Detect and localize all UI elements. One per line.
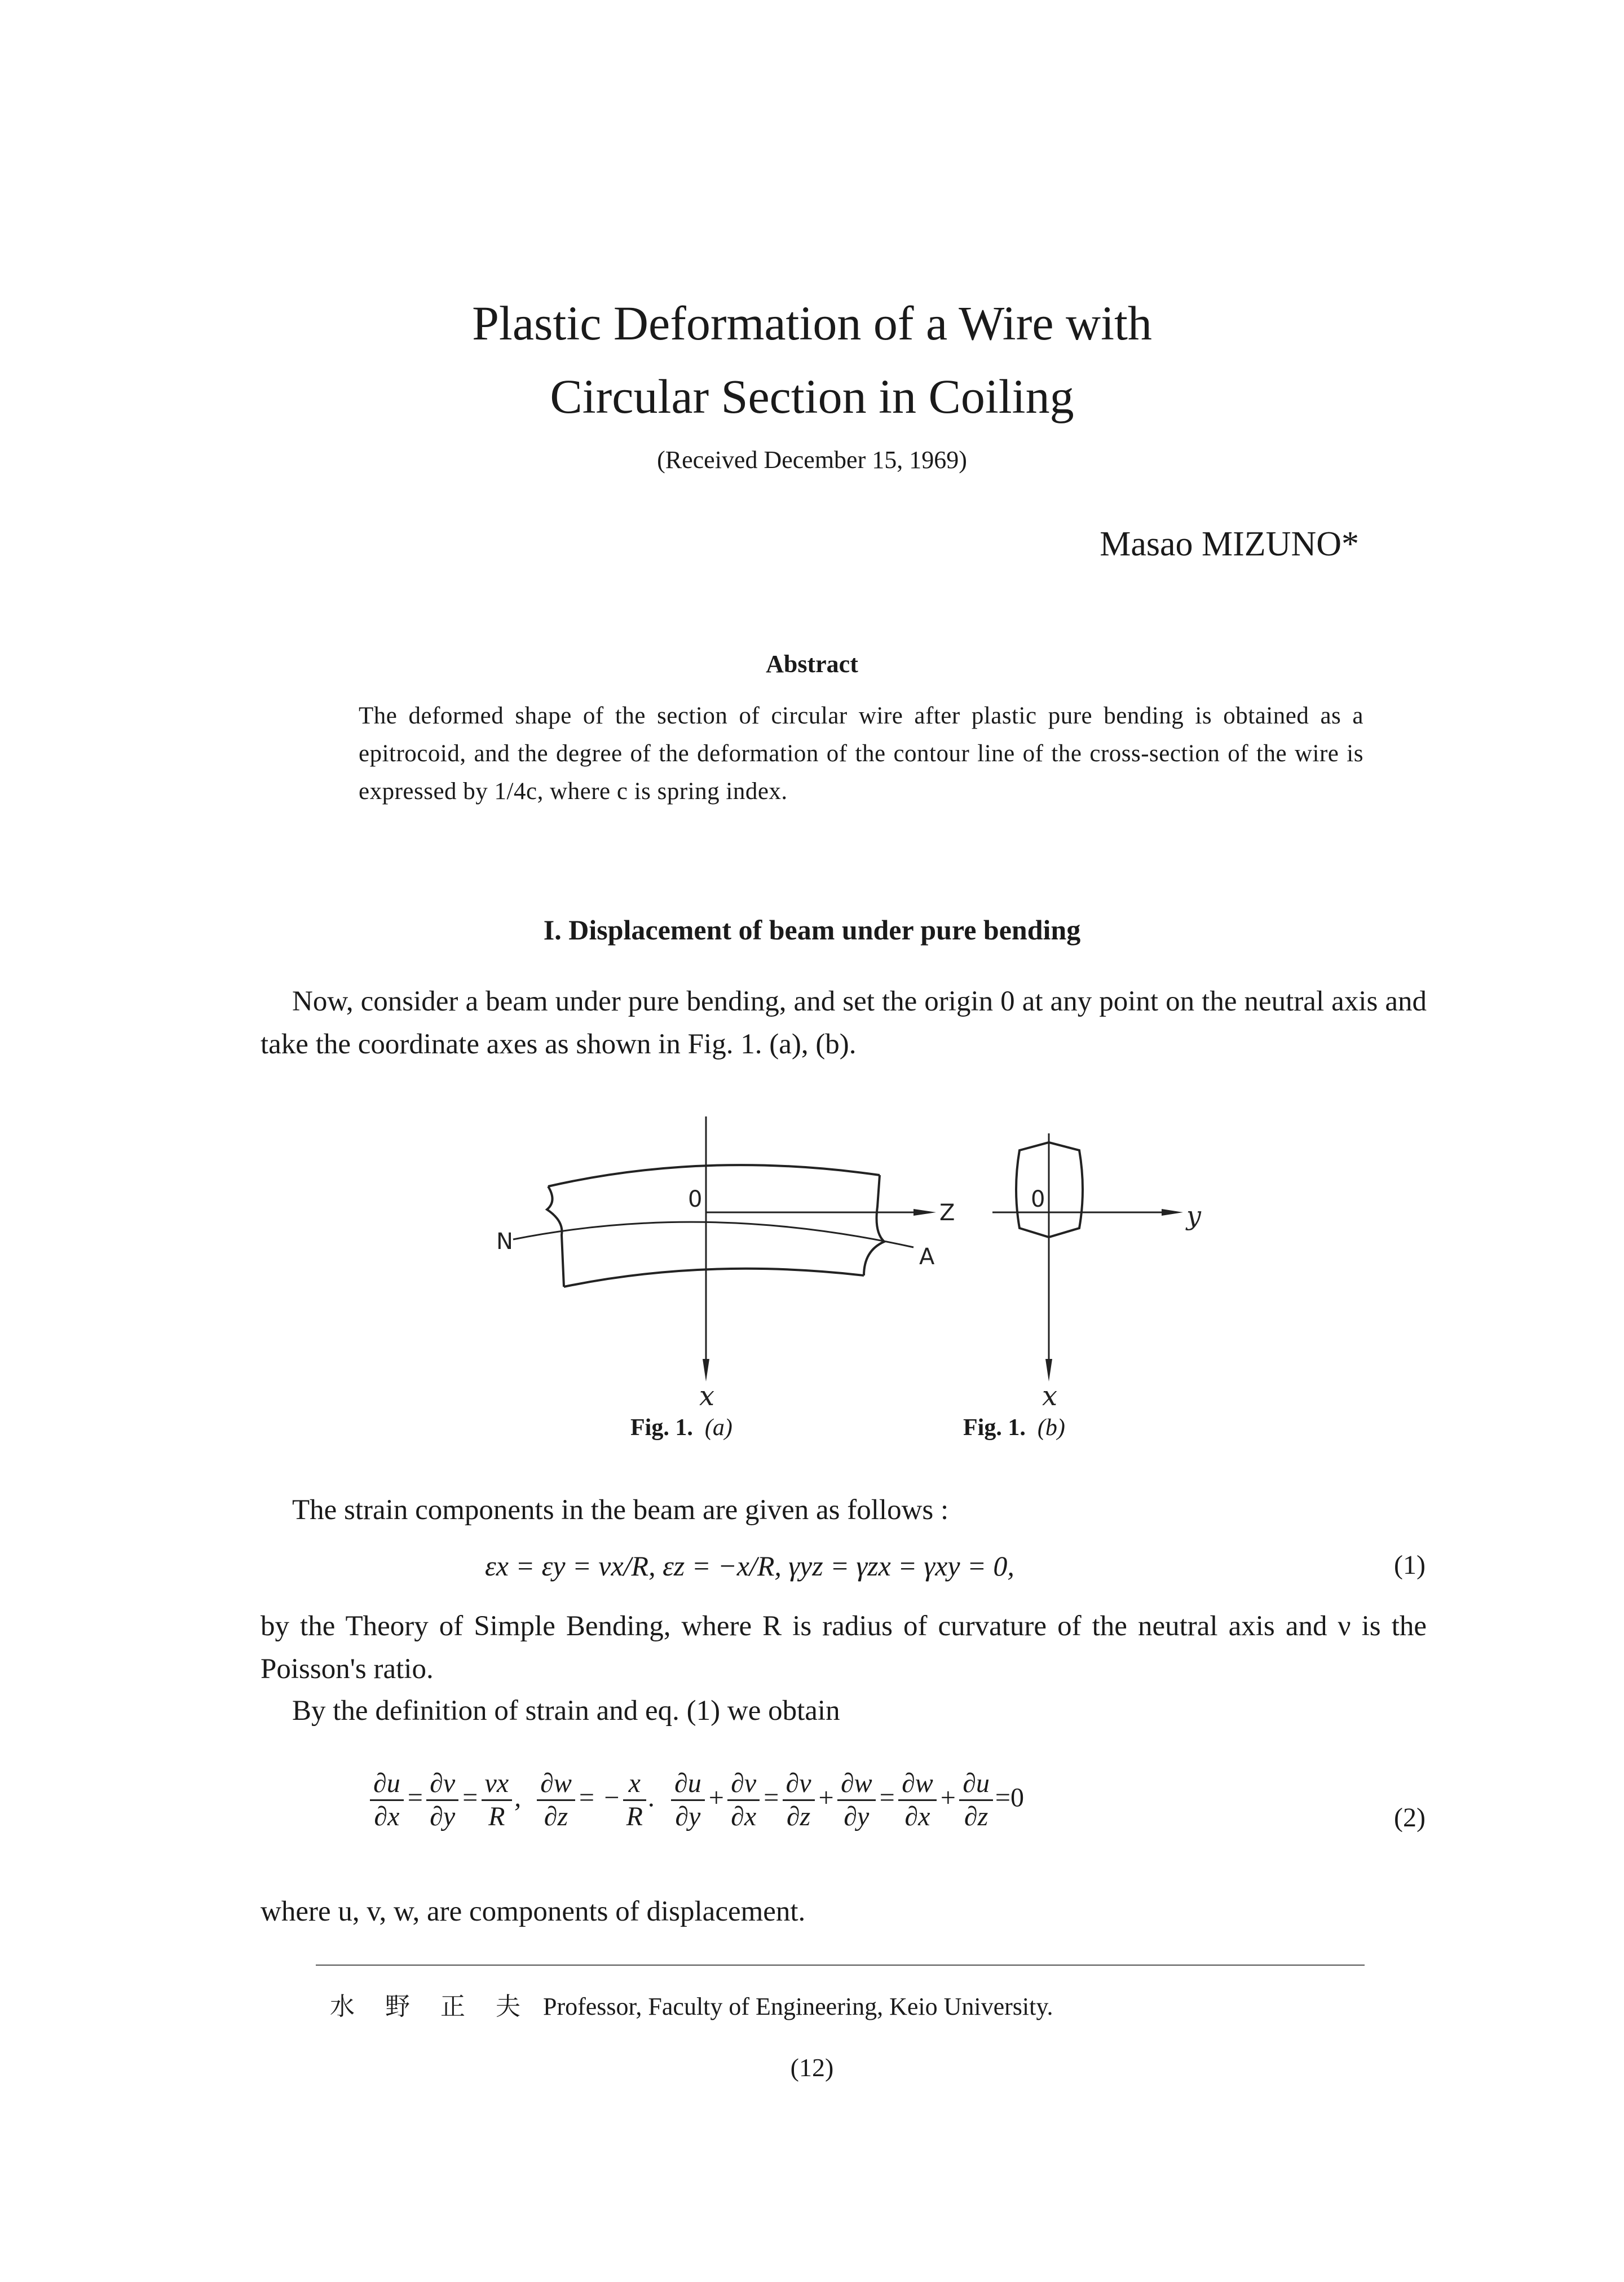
caption-a-prefix: Fig. 1. <box>630 1415 693 1441</box>
eq2-tail: =0 <box>995 1782 1024 1813</box>
neutral-axis-line <box>513 1222 914 1247</box>
n-label: N <box>496 1229 513 1255</box>
eq2-frac-dw-dz: $\frac{\partial w}{\partial z}$ <box>537 1768 575 1833</box>
footnote-affiliation: Professor, Faculty of Engineering, Keio University. <box>542 1993 1053 2020</box>
eq2-frac-du-dx: $\frac{\partial u}{\partial x}$ <box>370 1768 404 1833</box>
caption-b-prefix: Fig. 1. <box>963 1415 1026 1441</box>
z-axis-arrow <box>914 1209 936 1216</box>
abstract-heading: Abstract <box>766 650 858 678</box>
eq2-frac-dv-dx: $\frac{\partial v}{\partial x}$ <box>727 1768 760 1833</box>
origin-label-b: 0 <box>1031 1186 1045 1212</box>
origin-label-a: 0 <box>688 1186 703 1212</box>
beam-left-break <box>547 1186 564 1287</box>
figure-1 <box>485 1116 1218 1455</box>
eq2-frac-x-r: $\frac{x}{R}$ <box>623 1768 646 1833</box>
beam-top-edge <box>548 1165 880 1186</box>
x-label-b: x <box>1042 1380 1058 1412</box>
z-label: Z <box>939 1200 955 1226</box>
paper-title-line1: Plastic Deformation of a Wire with <box>472 296 1152 350</box>
x-axis-arrow-b <box>1045 1359 1052 1381</box>
caption-a-suffix: (a) <box>704 1415 732 1441</box>
paper-title-line2: Circular Section in Coiling <box>550 369 1074 423</box>
paragraph-strain-components: The strain components in the beam are given as follows : <box>292 1494 949 1526</box>
caption-b-suffix: (b) <box>1037 1415 1065 1441</box>
equation-1-number: (1) <box>1394 1550 1426 1580</box>
paragraph-intro: Now, consider a beam under pure bending, and set the origin 0 at any point on the neutral axis and take the coordinate axes as shown in Fig. 1. (a), (b). <box>261 986 1427 1060</box>
equation-2: $\frac{\partial u}{\partial x}$ = $\frac{\partial v}{\partial y}$ = $\frac{\nu x}{R}$ , $\frac{\partial w}{\partial z}$ = − $\frac{x}{R}$ . $\frac{\partial u}{\partial y}$ + $\frac{\partial v}{\partial x}$ = $\frac{\partial v}{\partial z}$ + $\frac{\partial w}{\partial y}$ = $\frac{\partial w}{\partial x}$ + $\frac{\partial u}{\partial z}$ =0 <box>368 1768 1024 1833</box>
x-axis-arrow-a <box>703 1359 709 1381</box>
paragraph-displacement: where u, v, w, are components of displacement. <box>261 1896 806 1927</box>
figure-1b-section <box>992 1133 1162 1359</box>
footnote-rule <box>316 1965 1365 1966</box>
page-number: (12) <box>790 2053 834 2082</box>
figure-1a-caption <box>630 1414 732 1441</box>
y-axis-arrow <box>1162 1209 1183 1216</box>
eq2-frac-dw-dx: $\frac{\partial w}{\partial x}$ <box>898 1768 937 1833</box>
eq2-frac-dv-dz: $\frac{\partial v}{\partial z}$ <box>783 1768 815 1833</box>
equation-2-number: (2) <box>1394 1803 1426 1833</box>
footnote-author-jp: 水 野 正 夫 <box>330 1992 532 2021</box>
eq2-frac-du-dz: $\frac{\partial u}{\partial z}$ <box>959 1768 993 1833</box>
x-label-a: x <box>699 1380 715 1412</box>
beam-right-break <box>864 1175 884 1275</box>
author-name: Masao MIZUNO* <box>1100 525 1359 563</box>
paragraph-simple-bending: by the Theory of Simple Bending, where R is radius of curvature of the neutral axis and ν is the Poisson's ratio. <box>261 1610 1427 1685</box>
figure-1b-caption <box>963 1414 1065 1441</box>
received-date: (Received December 15, 1969) <box>657 446 967 474</box>
eq2-frac-nux-r: $\frac{\nu x}{R}$ <box>482 1768 513 1833</box>
section-heading: I. Displacement of beam under pure bending <box>543 914 1081 946</box>
eq2-frac-dw-dy: $\frac{\partial w}{\partial y}$ <box>837 1768 876 1833</box>
abstract-body: The deformed shape of the section of circular wire after plastic pure bending is obtained as a epitrocoid, and the degree of the deformation of the contour line of the cross-section of the wire is expressed by 1/4c, where c is spring index. <box>359 703 1363 805</box>
eq2-frac-du-dy: $\frac{\partial u}{\partial y}$ <box>671 1768 705 1833</box>
equation-1: εx = εy = νx/R, εz = −x/R, γyz = γzx = γxy = 0, <box>485 1550 1014 1582</box>
footnote <box>330 1986 1053 2022</box>
y-label: y <box>1186 1200 1201 1231</box>
beam-bottom-edge <box>564 1269 864 1287</box>
eq2-frac-dv-dy: $\frac{\partial v}{\partial y}$ <box>426 1768 458 1833</box>
paragraph-definition: By the definition of strain and eq. (1) we obtain <box>292 1695 840 1727</box>
a-label: A <box>919 1244 935 1270</box>
figure-1a-beam <box>513 1116 914 1359</box>
